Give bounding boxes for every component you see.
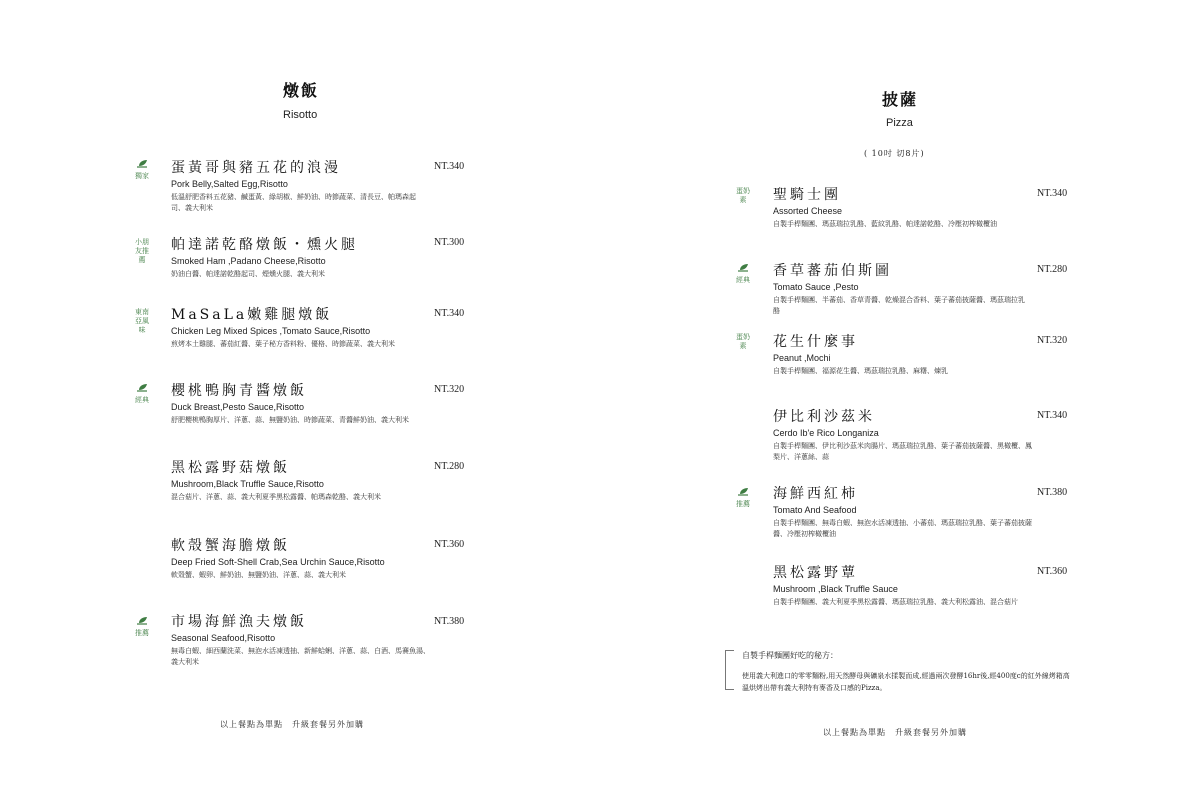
badge: [122, 238, 162, 265]
pizza-size-note: ( 10吋 切8片): [864, 149, 925, 158]
badge: [122, 615, 162, 638]
item-name-zh: MaSaLa嫩雞腿燉飯: [171, 307, 333, 323]
item-name-en: Seasonal Seafood,Risotto: [171, 633, 276, 643]
badge: [122, 308, 162, 335]
item-name-en: Pork Belly,Salted Egg,Risotto: [171, 179, 288, 189]
badge: [723, 486, 763, 509]
item-name-en: Duck Breast,Pesto Sauce,Risotto: [171, 402, 305, 412]
item-name-en: Mushroom ,Black Truffle Sauce: [773, 584, 898, 594]
item-price: NT.360: [1037, 566, 1068, 577]
item-price: NT.340: [434, 308, 465, 319]
item-description: 自製手桿麵團、半蕃茄、香草青醬、乾燥混合香料、葉子蕃茄披薩醬、瑪茲瑞拉乳酪: [773, 296, 1025, 315]
item-name-zh: 伊比利沙茲米: [773, 409, 875, 425]
leaf-icon: [736, 262, 750, 272]
item-description: 奶油白醬、帕達諾乾酪起司、煙燻火腿、義大利米: [171, 270, 325, 278]
item-price: NT.320: [1037, 335, 1068, 346]
item-name-zh: 海鮮西紅柿: [773, 486, 858, 502]
item-price: NT.320: [434, 384, 465, 395]
recipe-title: 自製手桿麵團好吃的秘方：: [742, 651, 838, 660]
item-name-zh: 市場海鮮漁夫燉飯: [171, 614, 307, 630]
risotto-title-en: Risotto: [283, 109, 318, 121]
item-price: NT.360: [434, 539, 465, 550]
item-description: 自製手桿麵團、伊比利沙茲米肉腸片、瑪茲瑞拉乳酪、葉子蕃茄披薩醬、黑橄欖、鳳梨片、洋蔥絲、蒜: [773, 442, 1032, 461]
item-price: NT.340: [1037, 410, 1068, 421]
badge: [122, 382, 162, 405]
item-description: 軟殼蟹、蝦卵、鮮奶油、無鹽奶油、洋蔥、蒜、義大利米: [171, 571, 346, 579]
badge-label: 東南亞風味: [135, 309, 149, 334]
pizza-footer-note: 以上餐點為單點 升級套餐另外加購: [823, 728, 967, 737]
badge: [723, 333, 763, 351]
badge-label: 小朋友推薦: [135, 239, 149, 264]
item-name-en: Peanut ,Mochi: [773, 353, 831, 363]
badge-label: 經典: [135, 397, 149, 404]
badge-label: 推薦: [736, 501, 750, 508]
item-name-en: Mushroom,Black Truffle Sauce,Risotto: [171, 479, 324, 489]
item-name-en: Tomato And Seafood: [773, 505, 857, 515]
item-name-zh: 蛋黃哥與豬五花的浪漫: [171, 160, 341, 176]
item-price: NT.280: [434, 461, 465, 472]
risotto-title-zh: 燉飯: [283, 81, 320, 100]
item-name-zh: 櫻桃鴨胸青醬燉飯: [171, 383, 307, 399]
item-name-zh: 香草蕃茄伯斯圖: [773, 263, 892, 279]
pizza-title-en: Pizza: [886, 117, 913, 129]
item-description: 混合菇片、洋蔥、蒜、義大利夏季黑松露醬、帕瑪森乾酪、義大利米: [171, 493, 381, 501]
item-price: NT.300: [434, 237, 465, 248]
item-name-en: Smoked Ham ,Padano Cheese,Risotto: [171, 256, 326, 266]
badge-label: 經典: [736, 277, 750, 284]
item-name-en: Deep Fried Soft-Shell Crab,Sea Urchin Sauce,Risotto: [171, 557, 385, 567]
item-name-zh: 花生什麼事: [773, 334, 858, 350]
item-name-zh: 黑松露野菇燉飯: [171, 460, 290, 476]
badge-label: 獨家: [135, 173, 149, 180]
item-name-zh: 聖騎士團: [773, 187, 841, 203]
item-name-en: Assorted Cheese: [773, 206, 843, 216]
leaf-icon: [135, 615, 149, 625]
item-description: 自製手桿麵團、福源花生醬、瑪茲瑞拉乳酪、麻糬、煉乳: [773, 367, 948, 375]
item-price: NT.340: [434, 161, 465, 172]
item-price: NT.280: [1037, 264, 1068, 275]
item-price: NT.340: [1037, 188, 1068, 199]
leaf-icon: [135, 158, 149, 168]
item-description: 舒肥櫻桃鴨胸厚片、洋蔥、蒜、無鹽奶油、時節蔬菜、青醬鮮奶油、義大利米: [171, 416, 409, 424]
item-name-en: Tomato Sauce ,Pesto: [773, 282, 859, 292]
item-description: 自製手桿麵團、義大利夏季黑松露醬、瑪茲瑞拉乳酪、義大利松露油、混合菇片: [773, 598, 1018, 606]
item-description: 自製手桿麵團、無毒白蝦、無泡水活凍透抽、小蕃茄、瑪茲瑞拉乳酪、葉子蕃茄披薩醬、冷壓初榨橄欖油: [773, 519, 1032, 538]
risotto-footer-note: 以上餐點為單點 升級套餐另外加購: [220, 720, 364, 729]
badge-label: 蛋奶素: [736, 334, 750, 350]
item-name-en: Cerdo Ib'e Rico Longaniza: [773, 428, 879, 438]
item-price: NT.380: [434, 616, 465, 627]
recipe-text: 使用義大利進口的零零麵粉,用天然酵母與礦泉水揉製而成,經過兩次發酵16hr後,經400度c的紅外線烤箱高溫烘烤出帶有義大利特有麥香及口感的Pizza。: [742, 672, 1070, 692]
badge: [723, 187, 763, 205]
badge: [723, 262, 763, 285]
dough-recipe-note: [725, 650, 1070, 692]
item-name-zh: 帕達諾乾酪燉飯・燻火腿: [171, 237, 358, 253]
item-name-zh: 軟殼蟹海膽燉飯: [171, 538, 290, 554]
item-description: 低溫舒肥香料五花豬、鹹蛋黃、綠胡椒、鮮奶油、時節蔬菜、清長豆、帕瑪森起司、義大利米: [171, 193, 416, 212]
leaf-icon: [736, 486, 750, 496]
badge-label: 蛋奶素: [736, 188, 750, 204]
item-name-en: Chicken Leg Mixed Spices ,Tomato Sauce,Risotto: [171, 326, 371, 336]
item-description: 無毒白蝦、細西蘭洗菜、無泡水活凍透抽、新鮮蛤蜊、洋蔥、蒜、白酒、馬賽魚湯、義大利米: [171, 647, 430, 666]
leaf-icon: [135, 382, 149, 392]
item-name-zh: 黑松露野蕈: [773, 565, 858, 581]
item-description: 自製手桿麵團、瑪茲瑞拉乳酪、藍紋乳酪、帕達諾乾酪、冷壓初榨橄欖油: [773, 220, 997, 228]
pizza-title-zh: 披薩: [882, 90, 919, 109]
badge-label: 推薦: [135, 630, 149, 637]
badge: [122, 158, 162, 181]
item-price: NT.380: [1037, 487, 1068, 498]
item-description: 煎烤本土雞腿、蕃茄紅醬、葉子秘方香料粉、優格、時節蔬菜、義大利米: [171, 340, 395, 348]
